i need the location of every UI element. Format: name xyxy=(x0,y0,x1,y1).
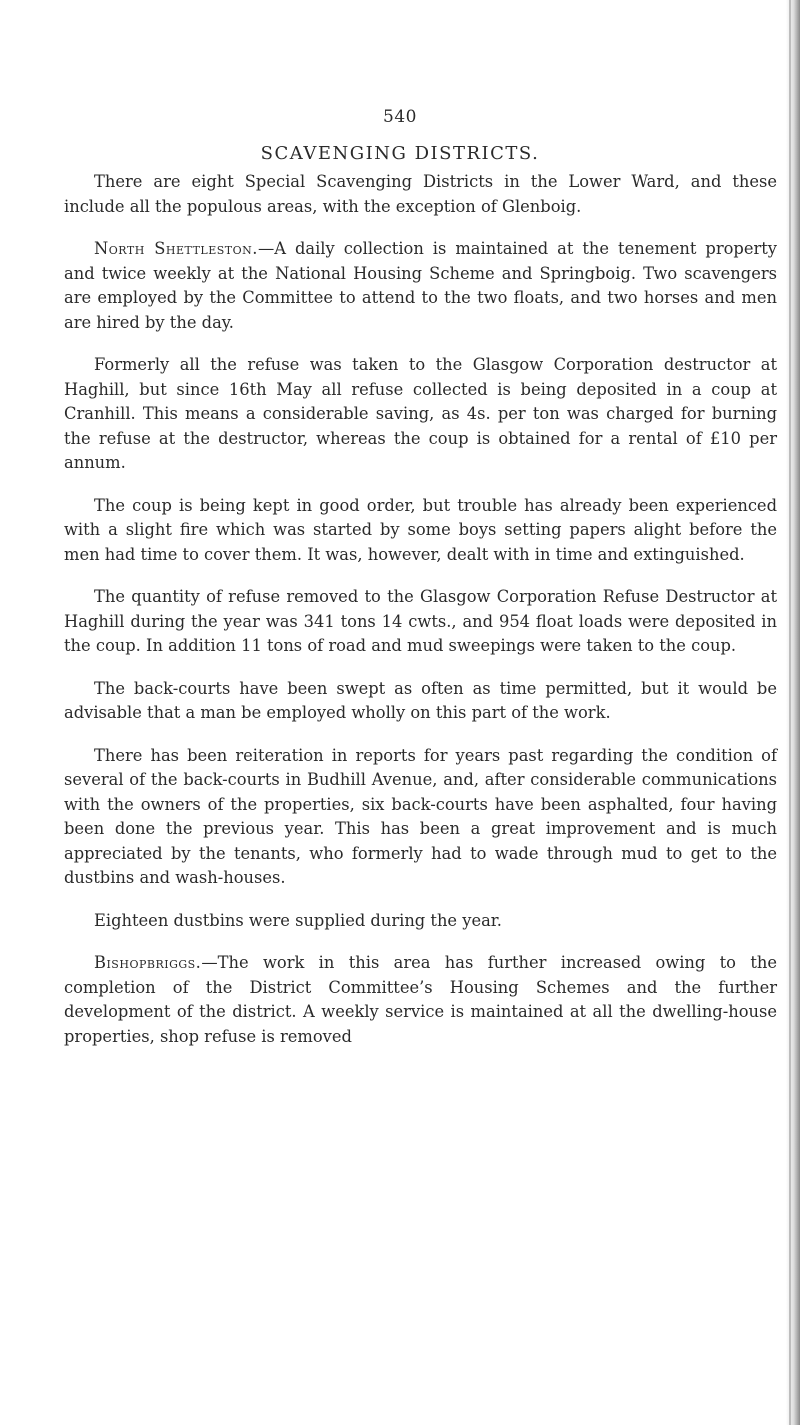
paragraph-bishopbriggs xyxy=(64,951,777,1049)
page-edge-line xyxy=(789,0,791,1425)
section-heading: SCAVENGING DISTRICTS. xyxy=(260,143,540,164)
paragraph-text: Formerly all the refuse was taken to the Glasgow Corporation destructor at Haghill, but since 16th May all refuse collected is being deposited in a coup at Cranhill. This means a considerable saving, as 4s. per ton was charged for burning the refuse at the destructor, whereas the coup is obtained for a rental of £10 per annum. xyxy=(64,355,777,472)
paragraph-text: The quantity of refuse removed to the Glasgow Corporation Refuse Destructor at Haghill during the year was 341 tons 14 cwts., and 954 float loads were deposited in the coup. In addition 11 tons of road and mud sweepings were taken to the coup. xyxy=(64,587,777,655)
district-name-north-shettleston: North Shettleston. xyxy=(94,239,258,258)
paragraph-intro xyxy=(64,170,777,219)
paragraph-back-courts xyxy=(64,677,777,726)
paragraph-text: Eighteen dustbins were supplied during the year. xyxy=(94,910,502,930)
paragraph-refuse-quantity xyxy=(64,585,777,659)
body-text xyxy=(64,170,777,1067)
paragraph-text: There has been reiteration in reports for years past regarding the condition of several of the back-courts in Budhill Avenue, and, after considerable communications with the owners of the properties, six back-courts have been asphalted, four having been done the previous year. This has been a great improvement and is much appreciated by the tenants, who formerly had to wade through mud to get to the dustbins and wash-houses. xyxy=(64,745,777,887)
paragraph-refuse-destination xyxy=(64,353,777,476)
paragraph-north-shettleston xyxy=(64,237,777,335)
page-number: 540 xyxy=(383,107,417,127)
paragraph-budhill-avenue xyxy=(64,744,777,891)
paragraph-coup-condition xyxy=(64,494,777,568)
paragraph-text: The back-courts have been swept as often as time permitted, but it would be advisable that a man be employed wholly on this part of the work. xyxy=(64,678,777,722)
paragraph-dustbins xyxy=(64,909,777,934)
paragraph-text: —A daily collection is maintained at the tenement property and twice weekly at the National Housing Scheme and Springboig. Two scavengers are employed by the Committee to attend to the two floats, and two horses and men are hired by the day. xyxy=(64,239,777,332)
paragraph-text: —The work in this area has further increased owing to the completion of the District Committee’s Housing Schemes and the further development of the district. A weekly service is maintained at all the dwelling-house properties, shop refuse is removed xyxy=(64,953,777,1046)
district-name-bishopbriggs: Bishopbriggs. xyxy=(94,953,202,972)
paragraph-text: The coup is being kept in good order, but trouble has already been experienced with a slight fire which was started by some boys setting papers alight before the men had time to cover them. It was, however, dealt with in time and extinguished. xyxy=(64,495,777,564)
paragraph-text: There are eight Special Scavenging Districts in the Lower Ward, and these include all the populous areas, with the exception of Glenboig. xyxy=(64,172,777,216)
